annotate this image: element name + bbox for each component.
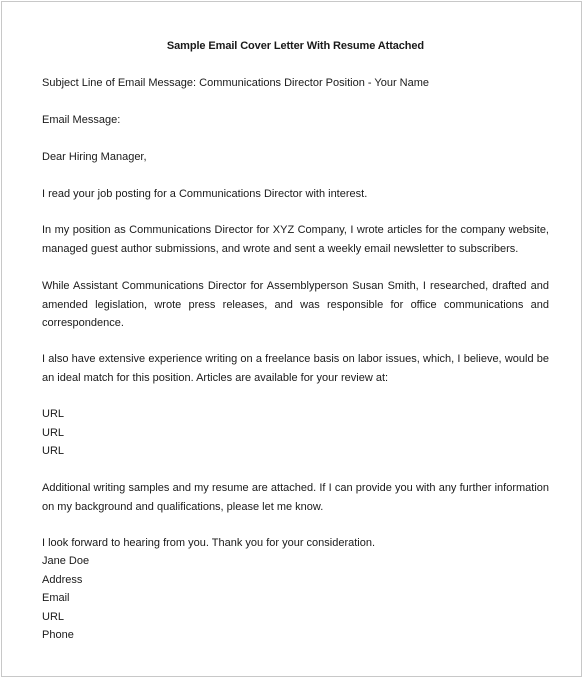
signature-url: URL — [42, 611, 65, 623]
paragraph-closing: Additional writing samples and my resume are attached. If I can provide you with any further information on my background and qualifications, please let me know. — [42, 482, 549, 513]
document-title: Sample Email Cover Letter With Resume Attached — [166, 40, 425, 52]
subject-line: Subject Line of Email Message: Communications Director Position - Your Name — [42, 77, 430, 89]
signature-email: Email — [42, 592, 70, 604]
signature-name: Jane Doe — [42, 555, 90, 567]
paragraph-freelance: I also have extensive experience writing on a freelance basis on labor issues, which, I believe, would be an ideal match for this position. Articles are available for your review at: — [42, 353, 549, 384]
paragraph-current-position: In my position as Communications Director for XYZ Company, I wrote articles for the company website, managed guest author submissions, and wrote and sent a weekly email newsletter to subscribers. — [42, 224, 549, 255]
salutation: Dear Hiring Manager, — [42, 151, 147, 163]
document-page — [1, 1, 582, 677]
closing-line: I look forward to hearing from you. Thank you for your consideration. — [42, 537, 376, 549]
signature-address: Address — [42, 574, 83, 586]
email-message-label: Email Message: — [42, 114, 121, 126]
url-item: URL — [42, 427, 65, 439]
signature-phone: Phone — [42, 629, 74, 641]
url-item: URL — [42, 408, 65, 420]
url-item: URL — [42, 445, 65, 457]
paragraph-intro: I read your job posting for a Communications Director with interest. — [42, 188, 368, 200]
paragraph-previous-position: While Assistant Communications Director for Assemblyperson Susan Smith, I researched, drafted and amended legislation, wrote press releases, and was responsible for office communications and correspondence. — [42, 280, 549, 329]
